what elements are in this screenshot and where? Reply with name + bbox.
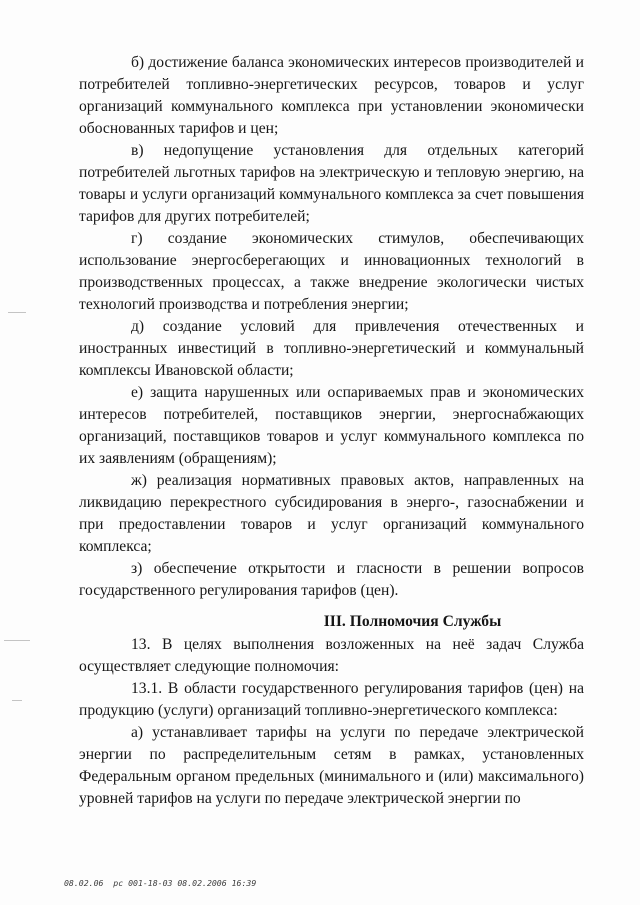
scan-speck xyxy=(12,700,22,701)
paragraph-13-1: 13.1. В области государственного регулирования тарифов (цен) на продукцию (услуги) организаций топливно-энергетического комплекса: xyxy=(79,680,584,719)
fax-footer-stamp: 08.02.06 рс 001-18-03 08.02.2006 16:39 xyxy=(64,878,257,888)
paragraph-z: з) обеспечение открытости и гласности в решении вопросов государственного регулирования тарифов (цен). xyxy=(79,560,584,599)
paragraph-e: е) защита нарушенных или оспариваемых прав и экономических интересов потребителей, поставщиков энергии, энергоснабжающих организаций, поставщиков товаров и услуг коммунального комплекса по их заявлениям (обращениям); xyxy=(79,384,584,467)
paragraph-a: а) устанавливает тарифы на услуги по передаче электрической энергии по распределительным сетям в рамках, установленных Федеральным органом предельных (минимального и (или) максимального) уровней тарифов на услуги по передаче электрической энергии по xyxy=(79,724,584,807)
section-heading: III. Полномочия Службы xyxy=(323,613,502,630)
paragraph-g: г) создание экономических стимулов, обеспечивающих использование энергосберегающих и инновационных технологий в производственных процессах, а также внедрение экологически чистых технологий производства и потребления энергии; xyxy=(79,230,584,313)
paragraph-d: д) создание условий для привлечения отечественных и иностранных инвестиций в топливно-энергетический и коммунальный комплексы Ивановской области; xyxy=(79,318,584,379)
paragraph-13: 13. В целях выполнения возложенных на неё задач Служба осуществляет следующие полномочия: xyxy=(79,636,584,675)
paragraph-v: в) недопущение установления для отдельных категорий потребителей льготных тарифов на электрическую и тепловую энергию, на товары и услуги организаций коммунального комплекса за счет повышения тарифов для других потребителей; xyxy=(79,142,584,225)
scan-speck xyxy=(4,640,30,641)
scan-speck xyxy=(8,312,26,313)
paragraph-b: б) достижение баланса экономических интересов производителей и потребителей топливно-энергетических ресурсов, товаров и услуг организаций коммунального комплекса при установлении экономически обоснованных тарифов и цен; xyxy=(79,54,584,137)
document-body xyxy=(79,52,584,810)
paragraph-zh: ж) реализация нормативных правовых актов, направленных на ликвидацию перекрестного субсидирования в энерго-, газоснабжении и при предоставлении товаров и услуг организаций коммунального комплекса; xyxy=(79,472,584,555)
